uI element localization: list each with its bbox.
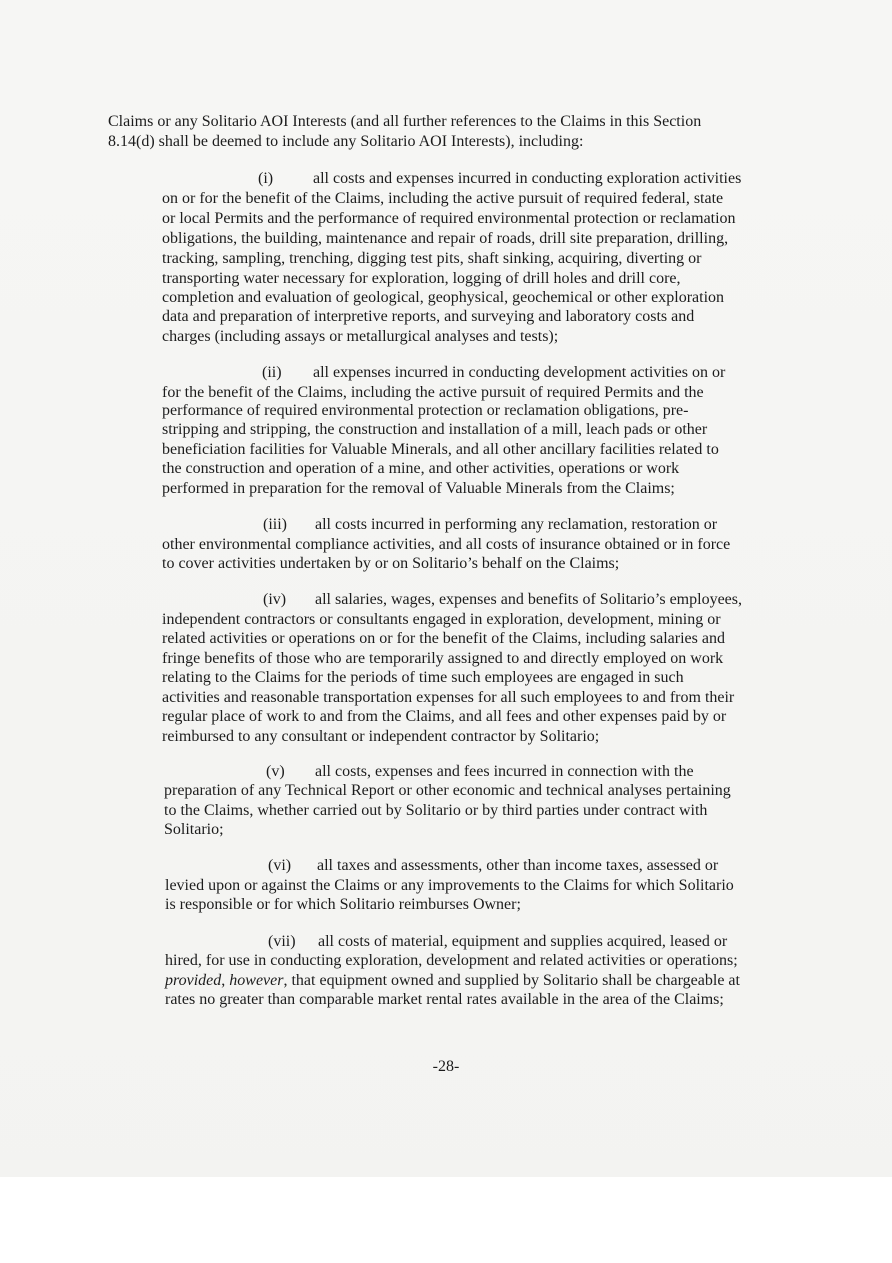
item-vi-marker: (vi): [268, 857, 292, 874]
item-v-line: to the Claims, whether carried out by Solitario or by third parties under contract with: [164, 802, 708, 819]
item-i-line: charges (including assays or metallurgical analyses and tests);: [162, 328, 559, 345]
item-i-line: data and preparation of interpretive reports, and surveying and laboratory costs and: [162, 308, 695, 325]
item-iii-line: all costs incurred in performing any reclamation, restoration or: [315, 516, 718, 533]
item-iv-line: relating to the Claims for the periods of time such employees are engaged in such: [162, 669, 684, 686]
item-i-line: or local Permits and the performance of required environmental protection or reclamation: [162, 210, 736, 227]
item-iv-line: all salaries, wages, expenses and benefits of Solitario’s employees,: [315, 591, 742, 608]
item-v-line: Solitario;: [164, 821, 224, 838]
item-iv-marker: (iv): [263, 591, 287, 608]
item-i-line: on or for the benefit of the Claims, including the active pursuit of required federal, state: [162, 190, 724, 207]
item-iv-line: regular place of work to and from the Claims, and all fees and other expenses paid by or: [162, 708, 727, 725]
item-i-line: all costs and expenses incurred in conducting exploration activities: [313, 170, 742, 187]
item-vii-line: all costs of material, equipment and supplies acquired, leased or: [318, 933, 728, 950]
item-vii-line: hired, for use in conducting exploration, development and related activities or operations;: [165, 952, 738, 969]
item-vii-line: rates no greater than comparable market rental rates available in the area of the Claims;: [165, 991, 724, 1008]
item-vii-marker: (vii): [268, 933, 296, 950]
item-ii-line: for the benefit of the Claims, including the active pursuit of required Permits and the: [162, 384, 704, 401]
item-iv-line: activities and reasonable transportation expenses for all such employees to and from their: [162, 689, 735, 706]
item-i-line: completion and evaluation of geological, geophysical, geochemical or other exploration: [162, 289, 725, 306]
item-vii-line-proviso: provided, however, that equipment owned and supplied by Solitario shall be chargeable at: [165, 972, 740, 989]
item-iv-line: reimbursed to any consultant or independent contractor by Solitario;: [162, 728, 600, 745]
item-ii-marker: (ii): [262, 364, 282, 381]
item-ii-line: all expenses incurred in conducting development activities on or: [313, 364, 726, 381]
item-vi-line: all taxes and assessments, other than income taxes, assessed or: [317, 857, 719, 874]
item-ii-line: performed in preparation for the removal of Valuable Minerals from the Claims;: [162, 480, 675, 497]
item-vi-line: levied upon or against the Claims or any improvements to the Claims for which Solitario: [165, 877, 734, 894]
item-vi-line: is responsible or for which Solitario reimburses Owner;: [165, 896, 521, 913]
item-v-line: all costs, expenses and fees incurred in connection with the: [315, 763, 694, 780]
item-ii-line: the construction and operation of a mine, and other activities, operations or work: [162, 460, 680, 477]
intro-line: 8.14(d) shall be deemed to include any Solitario AOI Interests), including:: [108, 133, 584, 150]
item-iv-line: fringe benefits of those who are temporarily assigned to and directly employed on work: [162, 650, 724, 667]
item-iii-marker: (iii): [263, 516, 287, 533]
item-i-line: tracking, sampling, trenching, digging test pits, shaft sinking, acquiring, diverting or: [162, 250, 702, 267]
item-i-marker: (i): [258, 170, 274, 187]
item-iv-line: independent contractors or consultants engaged in exploration, development, mining or: [162, 611, 721, 628]
item-iii-line: to cover activities undertaken by or on Solitario’s behalf on the Claims;: [162, 555, 620, 572]
item-iii-line: other environmental compliance activities, and all costs of insurance obtained or in force: [162, 536, 731, 553]
item-i-line: obligations, the building, maintenance and repair of roads, drill site preparation, drilling,: [162, 230, 729, 247]
item-v-line: preparation of any Technical Report or other economic and technical analyses pertaining: [164, 782, 731, 799]
item-iv-line: related activities or operations on or for the benefit of the Claims, including salaries and: [162, 630, 725, 647]
item-i-line: transporting water necessary for exploration, logging of drill holes and drill core,: [162, 270, 681, 287]
item-ii-line: stripping and stripping, the construction and installation of a mill, leach pads or other: [162, 421, 708, 438]
page-number: -28-: [432, 1058, 460, 1075]
item-v-marker: (v): [266, 763, 285, 780]
item-ii-line: beneficiation facilities for Valuable Minerals, and all other ancillary facilities related to: [162, 441, 719, 458]
intro-line: Claims or any Solitario AOI Interests (and all further references to the Claims in this Section: [108, 113, 702, 130]
item-ii-line: performance of required environmental protection or reclamation obligations, pre-: [162, 402, 689, 419]
